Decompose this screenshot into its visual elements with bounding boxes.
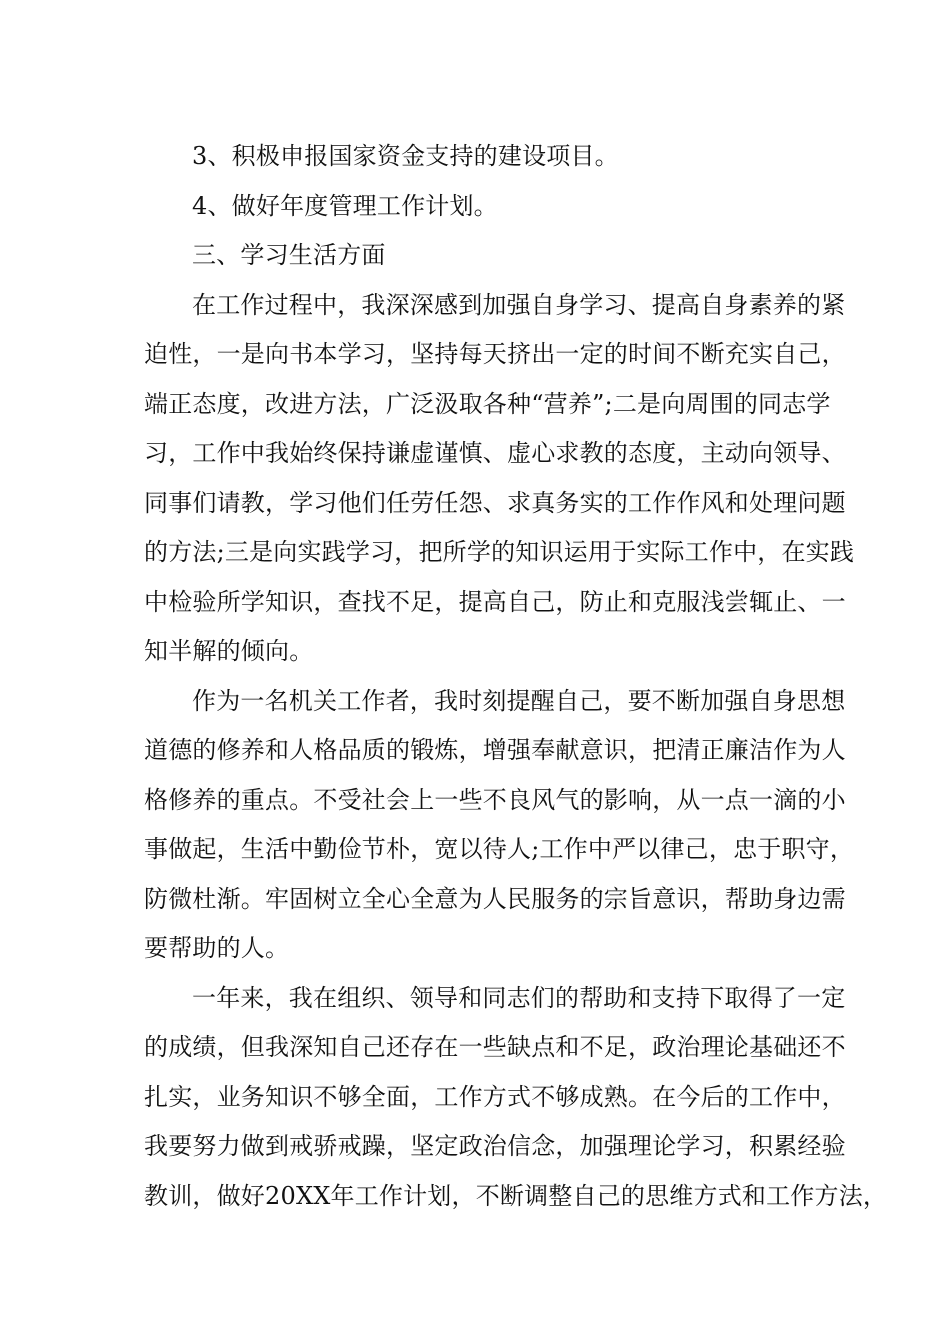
- paragraph-1: [144, 132, 820, 182]
- paragraph-line: 端正态度，改进方法，广泛汲取各种“营养”;二是向周围的同志学: [144, 389, 831, 418]
- paragraph-line: 扎实，业务知识不够全面，工作方式不够成熟。在今后的工作中，: [144, 1082, 846, 1111]
- paragraph-line: 道德的修养和人格品质的锻炼，增强奉献意识，把清正廉洁作为人: [144, 736, 846, 764]
- paragraph-line: 中检验所学知识，查找不足，提高自己，防止和克服浅尝辄止、一: [144, 587, 846, 616]
- document-body: [144, 132, 888, 1221]
- paragraph-line: 一年来，我在组织、领导和同志们的帮助和支持下取得了一定: [192, 983, 846, 1012]
- paragraph-line: 要帮助的人。: [144, 934, 290, 962]
- paragraph-line: 的方法;三是向实践学习，把所学的知识运用于实际工作中，在实践: [144, 538, 855, 566]
- paragraph-line: 格修养的重点。不受社会上一些不良风气的影响，从一点一滴的小: [144, 785, 846, 814]
- paragraph-line: 三、学习生活方面: [192, 241, 386, 269]
- paragraph-ethics: [144, 677, 855, 974]
- paragraph-line: 我要努力做到戒骄戒躁，坚定政治信念，加强理论学习，积累经验: [144, 1132, 846, 1160]
- paragraph-line: 教训，做好20XX年工作计划，不断调整自己的思维方式和工作方法，: [144, 1181, 888, 1210]
- paragraph-line: 事做起，生活中勤俭节朴，宽以待人;工作中严以律己，忠于职守，: [144, 835, 855, 863]
- paragraph-line: 知半解的倾向。: [144, 637, 314, 665]
- paragraph-line: 3、积极申报国家资金支持的建设项目。: [192, 142, 619, 170]
- paragraph-line: 迫性，一是向书本学习，坚持每天挤出一定的时间不断充实自己，: [144, 340, 846, 368]
- paragraph-line: 4、做好年度管理工作计划。: [192, 191, 498, 220]
- paragraph-line: 同事们请教，学习他们任劳任怨、求真务实的工作作风和处理问题: [144, 488, 846, 517]
- paragraph-study: [144, 281, 855, 677]
- paragraph-line: 作为一名机关工作者，我时刻提醒自己，要不断加强自身思想: [192, 686, 846, 715]
- section-heading-study-life: [144, 231, 820, 281]
- paragraph-line: 在工作过程中，我深深感到加强自身学习、提高自身素养的紧: [192, 290, 846, 319]
- paragraph-2: [144, 182, 820, 232]
- paragraph-line: 防微杜渐。牢固树立全心全意为人民服务的宗旨意识，帮助身边需: [144, 884, 846, 913]
- paragraph-line: 的成绩，但我深知自己还存在一些缺点和不足，政治理论基础还不: [144, 1033, 846, 1061]
- paragraph-line: 习，工作中我始终保持谦虚谨慎、虚心求教的态度，主动向领导、: [144, 439, 846, 467]
- paragraph-summary: [144, 974, 888, 1222]
